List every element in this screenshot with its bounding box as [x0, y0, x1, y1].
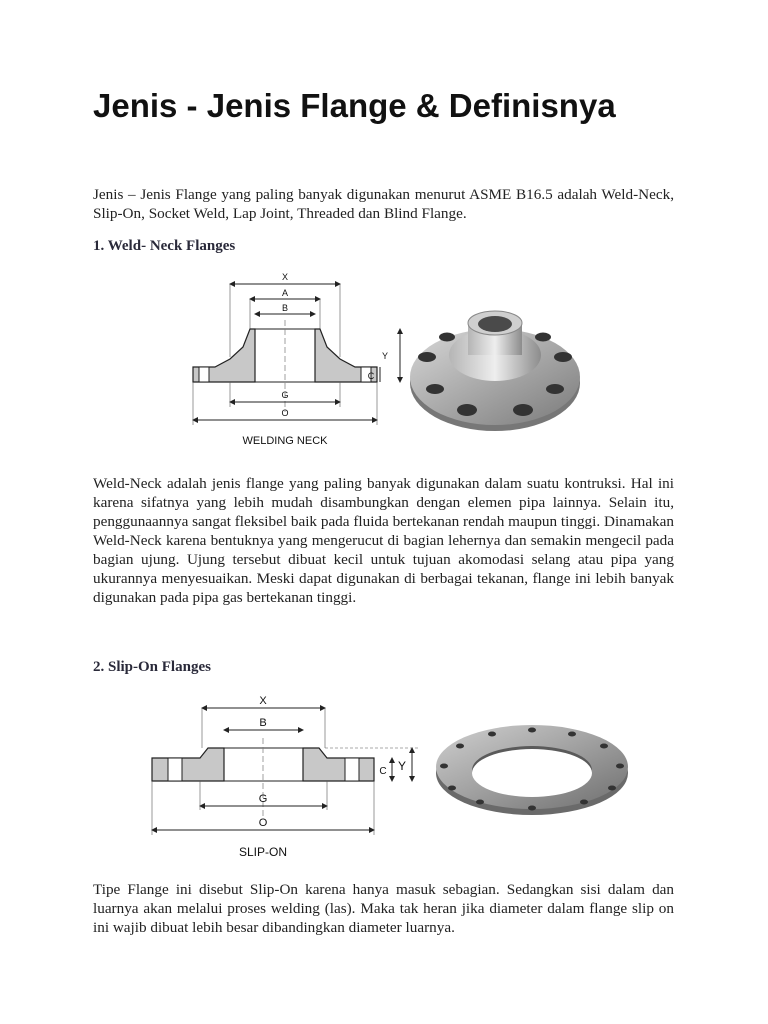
dim-label-o: O — [281, 408, 289, 418]
dim-label-c: C — [379, 766, 387, 777]
slip-on-flange-image — [432, 718, 632, 818]
dim-label-y: Y — [397, 759, 407, 773]
diagram-caption-welding-neck: WELDING NECK — [242, 435, 328, 447]
slip-on-paragraph: Tipe Flange ini disebut Slip-On karena hanya masuk sebagian. Sedangkan sisi dalam dan luarnya akan melalui proses welding (las). Maka tak heran jika diameter dalam flange slip on ini wajib dibuat lebih besar dibandingkan diameter luarnya. — [93, 881, 674, 936]
intro-paragraph: Jenis – Jenis Flange yang paling banyak digunakan menurut ASME B16.5 adalah Weld-Neck, Slip-On, Socket Weld, Lap Joint, Threaded dan Blind Flange. — [93, 186, 674, 222]
dim-label-x: X — [281, 272, 289, 282]
diagram-caption-slip-on: SLIP-ON — [238, 845, 288, 859]
section-heading-weld-neck: 1. Weld- Neck Flanges — [93, 238, 236, 254]
weld-neck-diagram — [175, 262, 405, 452]
dim-label-b: B — [281, 303, 289, 313]
weld-neck-flange-image — [405, 305, 585, 435]
dim-label-g: G — [258, 793, 268, 805]
dim-label-g: G — [281, 390, 289, 400]
slip-on-diagram — [140, 688, 425, 868]
dim-label-y: Y — [381, 351, 389, 361]
dim-label-o: O — [258, 817, 268, 829]
section-heading-slip-on: 2. Slip-On Flanges — [93, 659, 211, 675]
weld-neck-paragraph: Weld-Neck adalah jenis flange yang paling banyak digunakan dalam suatu kontruksi. Hal ini karena sifatnya yang lebih mudah disambungkan dengan elemen pipa lainnya. Selain itu, penggunaannya sangat fleksibel baik pada fluida bertekanan rendah maupun tinggi. Dinamakan Weld-Neck karena bentuknya yang mengerucut di bagian lehernya dan semakin mengecil pada bagian ujung. Ujung tersebut dibuat kecil untuk tujuan akomodasi selang atau pipa yang ukurannya menyesuaikan. Meski dapat digunakan di berbagai tekanan, flange ini lebih banyak digunakan pada pipa gas bertekanan tinggi. — [93, 475, 674, 606]
dim-label-b: B — [259, 717, 267, 729]
dim-label-x: X — [259, 695, 267, 707]
dim-label-c: C — [367, 371, 375, 381]
page-title: Jenis - Jenis Flange & Definisnya — [93, 87, 616, 124]
dim-label-a: A — [281, 288, 289, 298]
